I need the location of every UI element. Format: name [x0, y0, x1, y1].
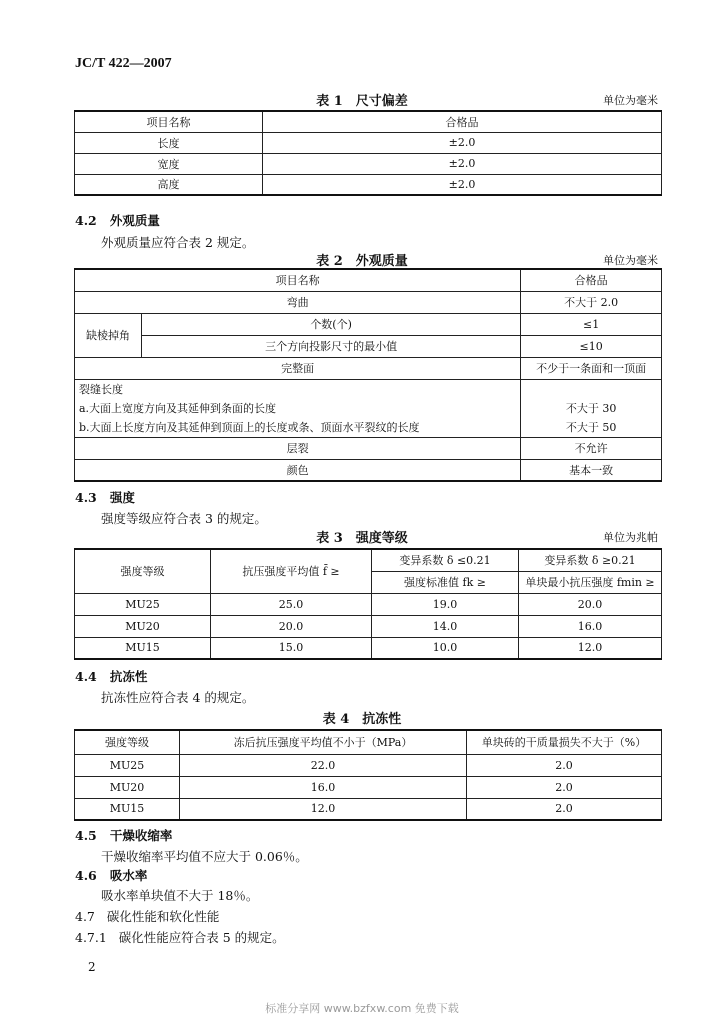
table3-cell: MU15	[75, 637, 211, 659]
table2-cell: 颜色	[75, 459, 521, 481]
section-number: 4.6	[75, 868, 97, 883]
section-4-7-1	[75, 928, 285, 946]
table3-header-std: 强度标准值 fk ≥	[372, 571, 519, 593]
table2-unit: 单位为毫米	[603, 254, 658, 267]
table1	[74, 110, 662, 196]
table3-cell: 12.0	[519, 637, 662, 659]
section-number: 4.5	[75, 828, 97, 843]
table2-cell: ≤1	[521, 313, 662, 335]
table4-cell: 2.0	[467, 754, 662, 776]
table3-header-var2: 变异系数 δ ≥0.21	[519, 549, 662, 571]
section-title: 强度	[109, 490, 135, 505]
table-row	[75, 754, 662, 776]
table-row	[75, 357, 662, 379]
table-row	[75, 437, 662, 459]
table-row	[75, 335, 662, 357]
table3-cell: 20.0	[519, 593, 662, 615]
table3-header-min: 单块最小抗压强度 fmin ≥	[519, 571, 662, 593]
table-row	[75, 615, 662, 637]
section-title: 抗冻性	[109, 669, 148, 684]
table4-header-grade: 强度等级	[75, 730, 180, 754]
table3-header-avg: 抗压强度平均值 f̄ ≥	[211, 549, 372, 593]
table-row	[75, 776, 662, 798]
table2-crack-a: a.大面上宽度方向及其延伸到条面的长度	[79, 401, 277, 415]
table2-cell: 层裂	[75, 437, 521, 459]
table1-unit: 单位为毫米	[603, 94, 658, 107]
table2-cell: ≤10	[521, 335, 662, 357]
table-row	[75, 291, 662, 313]
table4-cell: 22.0	[180, 754, 467, 776]
table1-cell: ±2.0	[263, 153, 662, 174]
table3-cell: 15.0	[211, 637, 372, 659]
table4-cell: MU20	[75, 776, 180, 798]
page-number: 2	[88, 960, 96, 974]
section-4-5-heading	[75, 826, 172, 844]
table4-caption: 表 4 抗冻性	[322, 712, 402, 727]
section-title: 吸水率	[109, 868, 148, 883]
table2-cell: 个数(个)	[142, 313, 521, 335]
section-number: 4.4	[75, 669, 97, 684]
table3-header-grade: 强度等级	[75, 549, 211, 593]
table-row	[75, 174, 662, 195]
section-4-7-heading	[75, 907, 219, 925]
table-row	[75, 132, 662, 153]
table2-cell: 不少于一条面和一顶面	[521, 357, 662, 379]
table3-cell: 19.0	[372, 593, 519, 615]
section-4-3-heading	[75, 488, 135, 506]
table3-cell: MU25	[75, 593, 211, 615]
table1-cell: 高度	[75, 174, 263, 195]
table2-crack-title: 裂缝长度	[79, 382, 123, 396]
table2-cell: 不大于 2.0	[521, 291, 662, 313]
table2-crack-cell	[75, 379, 521, 437]
table2-header-grade: 合格品	[521, 269, 662, 291]
table3-cell: 16.0	[519, 615, 662, 637]
table3-cell: MU20	[75, 615, 211, 637]
table1-cell: 宽度	[75, 153, 263, 174]
section-number: 4.7	[75, 909, 95, 924]
section-number: 4.3	[75, 490, 97, 505]
table1-header-item: 项目名称	[75, 111, 263, 132]
section-number: 4.2	[75, 213, 97, 228]
table4-cell: 2.0	[467, 776, 662, 798]
table4-cell: MU25	[75, 754, 180, 776]
section-4-3-text: 强度等级应符合表 3 的规定。	[101, 511, 267, 526]
section-4-7-1-text: 碳化性能应符合表 5 的规定。	[118, 930, 285, 945]
table3-cell: 25.0	[211, 593, 372, 615]
table2-crack-a-value: 不大于 30	[565, 401, 617, 415]
table4-cell: MU15	[75, 798, 180, 820]
table-row	[75, 313, 662, 335]
table2-crack-b-value: 不大于 50	[565, 420, 617, 434]
table2-cell: 三个方向投影尺寸的最小值	[142, 335, 521, 357]
section-4-6-text: 吸水率单块值不大于 18％。	[101, 888, 259, 903]
table-row	[75, 798, 662, 820]
table4-cell: 12.0	[180, 798, 467, 820]
table3-caption: 表 3 强度等级	[316, 531, 408, 546]
table1-caption: 表 1 尺寸偏差	[316, 94, 408, 109]
standard-code: JC/T 422—2007	[75, 56, 172, 71]
section-title: 外观质量	[109, 213, 160, 228]
table1-cell: ±2.0	[263, 174, 662, 195]
table4-header-strength: 冻后抗压强度平均值不小于（MPa）	[180, 730, 467, 754]
table2-caption: 表 2 外观质量	[316, 254, 408, 269]
section-4-4-text: 抗冻性应符合表 4 的规定。	[101, 690, 255, 705]
table1-cell: ±2.0	[263, 132, 662, 153]
table2-cell: 完整面	[75, 357, 521, 379]
table3-header-var1: 变异系数 δ ≤0.21	[372, 549, 519, 571]
table2-crack-b: b.大面上长度方向及其延伸到顶面上的长度或条、顶面水平裂纹的长度	[79, 420, 420, 434]
table3-unit: 单位为兆帕	[603, 531, 658, 544]
table4-cell: 16.0	[180, 776, 467, 798]
section-4-5-text: 干燥收缩率平均值不应大于 0.06％。	[101, 849, 308, 864]
table-row	[75, 637, 662, 659]
section-4-4-heading	[75, 667, 147, 685]
table2-chip-group: 缺棱掉角	[75, 313, 142, 357]
table-row	[75, 153, 662, 174]
section-number: 4.7.1	[75, 930, 107, 945]
table2-cell: 弯曲	[75, 291, 521, 313]
table2	[74, 268, 662, 482]
table1-cell: 长度	[75, 132, 263, 153]
table-row	[75, 593, 662, 615]
table4-cell: 2.0	[467, 798, 662, 820]
section-4-2-text: 外观质量应符合表 2 规定。	[101, 235, 255, 250]
table4-header-loss: 单块砖的干质量损失不大于（%）	[467, 730, 662, 754]
watermark: 标准分享网 www.bzfxw.com 免费下载	[265, 1002, 459, 1015]
section-4-2-heading	[75, 211, 160, 229]
table3-cell: 10.0	[372, 637, 519, 659]
section-4-6-heading	[75, 866, 147, 884]
table3-cell: 20.0	[211, 615, 372, 637]
table2-crack-values	[521, 379, 662, 437]
section-title: 干燥收缩率	[109, 828, 173, 843]
table1-header-grade: 合格品	[263, 111, 662, 132]
table-row	[75, 459, 662, 481]
table2-header-item: 项目名称	[75, 269, 521, 291]
table4	[74, 729, 662, 821]
section-title: 碳化性能和软化性能	[106, 909, 220, 924]
table3	[74, 548, 662, 660]
table-row	[75, 379, 662, 437]
table2-cell: 基本一致	[521, 459, 662, 481]
table3-cell: 14.0	[372, 615, 519, 637]
table2-cell: 不允许	[521, 437, 662, 459]
